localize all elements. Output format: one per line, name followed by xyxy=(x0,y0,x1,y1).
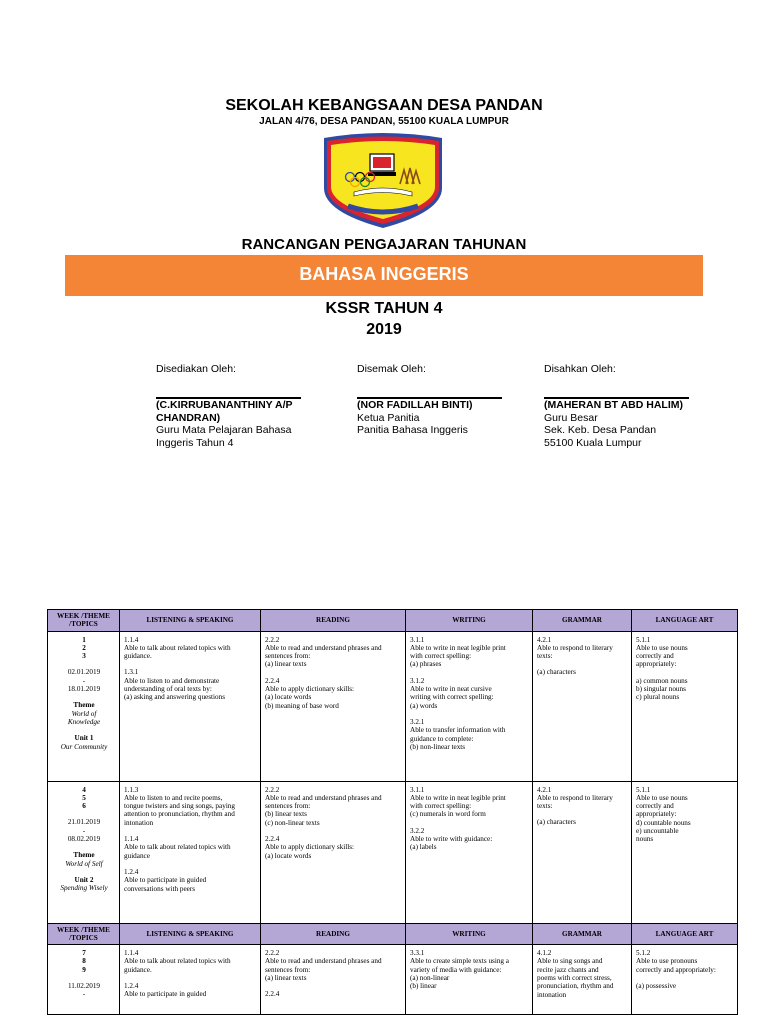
cell-line: (b) linear texts xyxy=(265,810,307,819)
cell-line: variety of media with guidance: xyxy=(410,965,502,974)
signature-name: (MAHERAN BT ABD HALIM) xyxy=(544,399,684,411)
listening-cell xyxy=(120,781,261,923)
cell-line: 5.1.1 xyxy=(636,785,651,794)
cell-line: 1 xyxy=(82,635,86,644)
cell-line: Able to respond to literary xyxy=(537,793,613,802)
cell-line: 8 xyxy=(82,957,86,966)
cell-line: (a) labels xyxy=(410,843,437,852)
week-cell xyxy=(48,945,120,1015)
cell-line: 4.2.1 xyxy=(537,635,552,644)
grammar-cell xyxy=(533,631,632,781)
cell-line: Unit 1 xyxy=(74,734,94,743)
cell-line: 3.1.2 xyxy=(410,676,425,685)
cell-line: (b) linear xyxy=(410,982,437,991)
cell-line: poems with correct stress, xyxy=(537,974,612,983)
cell-line: Able to read and understand phrases and xyxy=(265,957,382,966)
cell-line: Able to write in neat cursive xyxy=(410,685,492,694)
cell-line: Spending Wisely xyxy=(60,884,108,893)
signature-position: Ketua Panitia xyxy=(357,411,420,424)
cell-line: pronunciation, rhythm and xyxy=(537,982,614,991)
cell-line: Able to talk about related topics with xyxy=(124,643,231,652)
cell-line: 5.1.1 xyxy=(636,635,651,644)
header-reading: READING xyxy=(261,610,406,632)
cell-line: Able to write with guidance: xyxy=(410,835,493,844)
cell-line: Able to participate in guided xyxy=(124,990,207,999)
cell-line: 7 xyxy=(82,949,86,958)
table-row xyxy=(48,781,738,923)
cell-line: (a) non-linear xyxy=(410,974,450,983)
table-body xyxy=(48,610,738,1015)
cell-line: conversations with peers xyxy=(124,884,196,893)
signature-position: Guru Besar xyxy=(544,411,598,424)
cell-line: tongue twisters and sing songs, paying xyxy=(124,802,235,811)
cell-line: Able to use nouns xyxy=(636,793,688,802)
cell-line: 2.2.4 xyxy=(265,990,280,999)
cell-line: (a) words xyxy=(410,701,438,710)
signature-checked-by xyxy=(357,363,522,437)
cell-line: Able to write in neat legible print xyxy=(410,793,506,802)
language-art-cell xyxy=(632,781,738,923)
cell-line: 6 xyxy=(82,802,86,811)
cell-line: 11.02.2019 xyxy=(67,982,101,991)
cell-line: nouns xyxy=(636,835,654,844)
cell-line: - xyxy=(82,990,86,999)
cell-line: intonation xyxy=(537,990,567,999)
signature-name: (NOR FADILLAH BINTI) xyxy=(357,399,473,411)
signature-position: Sek. Keb. Desa Pandan xyxy=(544,424,657,436)
cell-line: appropriately: xyxy=(636,810,677,819)
language-art-cell xyxy=(632,945,738,1015)
cell-line: attention to pronunciation, rhythm and xyxy=(124,810,235,819)
cell-line: Able to read and understand phrases and xyxy=(265,793,382,802)
cell-line: (b) meaning of base word xyxy=(265,701,339,710)
cell-line: recite jazz chants and xyxy=(537,965,599,974)
cell-line: 2.2.2 xyxy=(265,949,280,958)
header-grammar: GRAMMAR xyxy=(533,610,632,632)
header-language-art: LANGUAGE ART xyxy=(632,610,738,632)
cell-line: 5 xyxy=(82,793,86,802)
cell-line: 02.01.2019 xyxy=(67,668,101,677)
cell-line: 1.1.4 xyxy=(124,949,139,958)
cell-line: a) common nouns xyxy=(636,676,688,685)
yearly-plan-table xyxy=(47,609,738,1015)
cell-line: correctly and xyxy=(636,652,674,661)
cell-line: (a) linear texts xyxy=(265,660,307,669)
cell-line: Able to write in neat legible print xyxy=(410,643,506,652)
school-address: JALAN 4/76, DESA PANDAN, 55100 KUALA LUMPUR xyxy=(259,116,509,127)
cell-line: sentences from: xyxy=(265,965,311,974)
signature-role: Disemak Oleh: xyxy=(357,363,426,375)
signature-position: Inggeris Tahun 4 xyxy=(156,436,234,449)
cell-line: 2.2.2 xyxy=(265,635,280,644)
cell-line: Theme xyxy=(73,701,95,710)
cell-line: 4.1.2 xyxy=(537,949,552,958)
header-week: WEEK /THEME /TOPICS xyxy=(48,923,120,945)
cell-line: Able to talk about related topics with xyxy=(124,957,231,966)
cell-line: 2.2.2 xyxy=(265,785,280,794)
school-crest-logo xyxy=(318,132,448,230)
writing-cell xyxy=(406,945,533,1015)
cell-line: - xyxy=(82,676,86,685)
cell-line: with correct spelling: xyxy=(410,802,472,811)
level-heading xyxy=(0,298,768,340)
signature-position: Guru Mata Pelajaran Bahasa xyxy=(156,424,292,436)
cell-line: Able to respond to literary xyxy=(537,643,613,652)
cell-line: d) countable nouns xyxy=(636,818,691,827)
level-text: KSSR TAHUN 4 xyxy=(325,300,443,317)
cell-line: Able to talk about related topics with xyxy=(124,843,231,852)
cell-line: 3 xyxy=(82,652,86,661)
cell-line: e) uncountable xyxy=(636,827,679,836)
header-writing: WRITING xyxy=(406,610,533,632)
cell-line: Able to use nouns xyxy=(636,643,688,652)
cell-line: (a) locate words xyxy=(265,693,312,702)
cell-line: (c) non-linear texts xyxy=(265,818,320,827)
cell-line: Able to listen to and demonstrate xyxy=(124,676,220,685)
cell-line: texts: xyxy=(537,802,553,811)
cell-line: (a) characters xyxy=(537,668,576,677)
listening-cell xyxy=(120,631,261,781)
cell-line: Able to apply dictionary skills: xyxy=(265,843,355,852)
cell-line: correctly and xyxy=(636,802,674,811)
cell-line: 3.2.2 xyxy=(410,826,425,835)
table-row xyxy=(48,631,738,781)
cell-line: (a) asking and answering questions xyxy=(124,693,226,702)
cell-line: guidance. xyxy=(124,965,152,974)
table-header-row xyxy=(48,923,738,945)
cell-line: World of Self xyxy=(65,859,103,868)
week-cell xyxy=(48,631,120,781)
cell-line: 3.3.1 xyxy=(410,949,425,958)
cell-line: 1.3.1 xyxy=(124,668,139,677)
cell-line: intonation xyxy=(124,818,154,827)
signature-role: Disahkan Oleh: xyxy=(544,363,616,375)
header-listening: LISTENING & SPEAKING xyxy=(120,923,261,945)
header-writing: WRITING xyxy=(406,923,533,945)
cell-line: Unit 2 xyxy=(74,875,94,884)
cell-line: 1.1.4 xyxy=(124,635,139,644)
cell-line: Able to read and understand phrases and xyxy=(265,643,382,652)
cell-line: understanding of oral texts by: xyxy=(124,685,212,694)
cell-line: Able to listen to and recite poems, xyxy=(124,793,223,802)
table-header-row xyxy=(48,610,738,632)
listening-cell xyxy=(120,945,261,1015)
subject-banner: BAHASA INGGERIS xyxy=(65,255,703,296)
year-text: 2019 xyxy=(366,321,402,338)
header-language-art: LANGUAGE ART xyxy=(632,923,738,945)
cell-line: 2.2.4 xyxy=(265,676,280,685)
cell-line: guidance to complete: xyxy=(410,734,474,743)
cell-line: (a) possessive xyxy=(636,982,677,991)
cell-line: (a) linear texts xyxy=(265,974,307,983)
header-week: WEEK /THEME /TOPICS xyxy=(48,610,120,632)
cell-line: 1.1.4 xyxy=(124,835,139,844)
reading-cell xyxy=(261,781,406,923)
cell-line: correctly and appropriately: xyxy=(636,965,716,974)
cell-line: 1.2.4 xyxy=(124,867,139,876)
cell-line: 3.1.1 xyxy=(410,635,425,644)
cell-line: 3.2.1 xyxy=(410,717,425,726)
header-listening: LISTENING & SPEAKING xyxy=(120,610,261,632)
week-cell xyxy=(48,781,120,923)
cell-line: Our Community xyxy=(60,742,108,751)
cell-line: 21.01.2019 xyxy=(67,818,101,827)
header-grammar: GRAMMAR xyxy=(533,923,632,945)
cell-line: writing with correct spelling: xyxy=(410,693,494,702)
cell-line: appropriately: xyxy=(636,660,677,669)
reading-cell xyxy=(261,631,406,781)
header-reading: READING xyxy=(261,923,406,945)
cell-line: - xyxy=(82,826,86,835)
signature-name: (C.KIRRUBANANTHINY A/P CHANDRAN) xyxy=(156,399,293,424)
cell-line: 3.1.1 xyxy=(410,785,425,794)
signature-position: Panitia Bahasa Inggeris xyxy=(357,424,468,436)
cell-line: c) plural nouns xyxy=(636,693,680,702)
signature-position: 55100 Kuala Lumpur xyxy=(544,436,642,449)
cell-line: 9 xyxy=(82,965,86,974)
cell-line: 08.02.2019 xyxy=(67,835,101,844)
cell-line: Able to sing songs and xyxy=(537,957,603,966)
writing-cell xyxy=(406,631,533,781)
cell-line: 2 xyxy=(82,643,86,652)
language-art-cell xyxy=(632,631,738,781)
cell-line: b) singular nouns xyxy=(636,685,686,694)
cell-line: texts: xyxy=(537,652,553,661)
cell-line: guidance xyxy=(124,851,150,860)
school-name: SEKOLAH KEBANGSAAN DESA PANDAN xyxy=(225,97,543,114)
cell-line: Able to use pronouns xyxy=(636,957,698,966)
cell-line: Able to create simple texts using a xyxy=(410,957,510,966)
reading-cell xyxy=(261,945,406,1015)
cell-line: (a) characters xyxy=(537,818,576,827)
cell-line: sentences from: xyxy=(265,802,311,811)
signature-approved-by xyxy=(544,363,709,449)
cell-line: World of xyxy=(71,709,97,718)
cell-line: Theme xyxy=(73,851,95,860)
cell-line: (a) locate words xyxy=(265,851,312,860)
writing-cell xyxy=(406,781,533,923)
signature-prepared-by xyxy=(156,363,321,449)
cell-line: (a) phrases xyxy=(410,660,442,669)
grammar-cell xyxy=(533,945,632,1015)
cell-line: 2.2.4 xyxy=(265,835,280,844)
cell-line: guidance. xyxy=(124,652,152,661)
cell-line: Knowledge xyxy=(67,717,101,726)
cell-line: 5.1.2 xyxy=(636,949,651,958)
cell-line: 4.2.1 xyxy=(537,785,552,794)
cell-line: (b) non-linear texts xyxy=(410,742,466,751)
cell-line: 1.2.4 xyxy=(124,982,139,991)
cell-line: Able to apply dictionary skills: xyxy=(265,685,355,694)
cell-line: (c) numerals in word form xyxy=(410,810,486,819)
plan-title: RANCANGAN PENGAJARAN TAHUNAN xyxy=(241,236,527,253)
table-row xyxy=(48,945,738,1015)
cell-line: Able to participate in guided xyxy=(124,876,207,885)
cell-line: 4 xyxy=(82,785,86,794)
cell-line: with correct spelling: xyxy=(410,652,472,661)
cell-line: Able to transfer information with xyxy=(410,726,506,735)
cell-line: 1.1.3 xyxy=(124,785,139,794)
signature-role: Disediakan Oleh: xyxy=(156,363,236,375)
cell-line: sentences from: xyxy=(265,652,311,661)
cell-line: 18.01.2019 xyxy=(67,685,101,694)
grammar-cell xyxy=(533,781,632,923)
